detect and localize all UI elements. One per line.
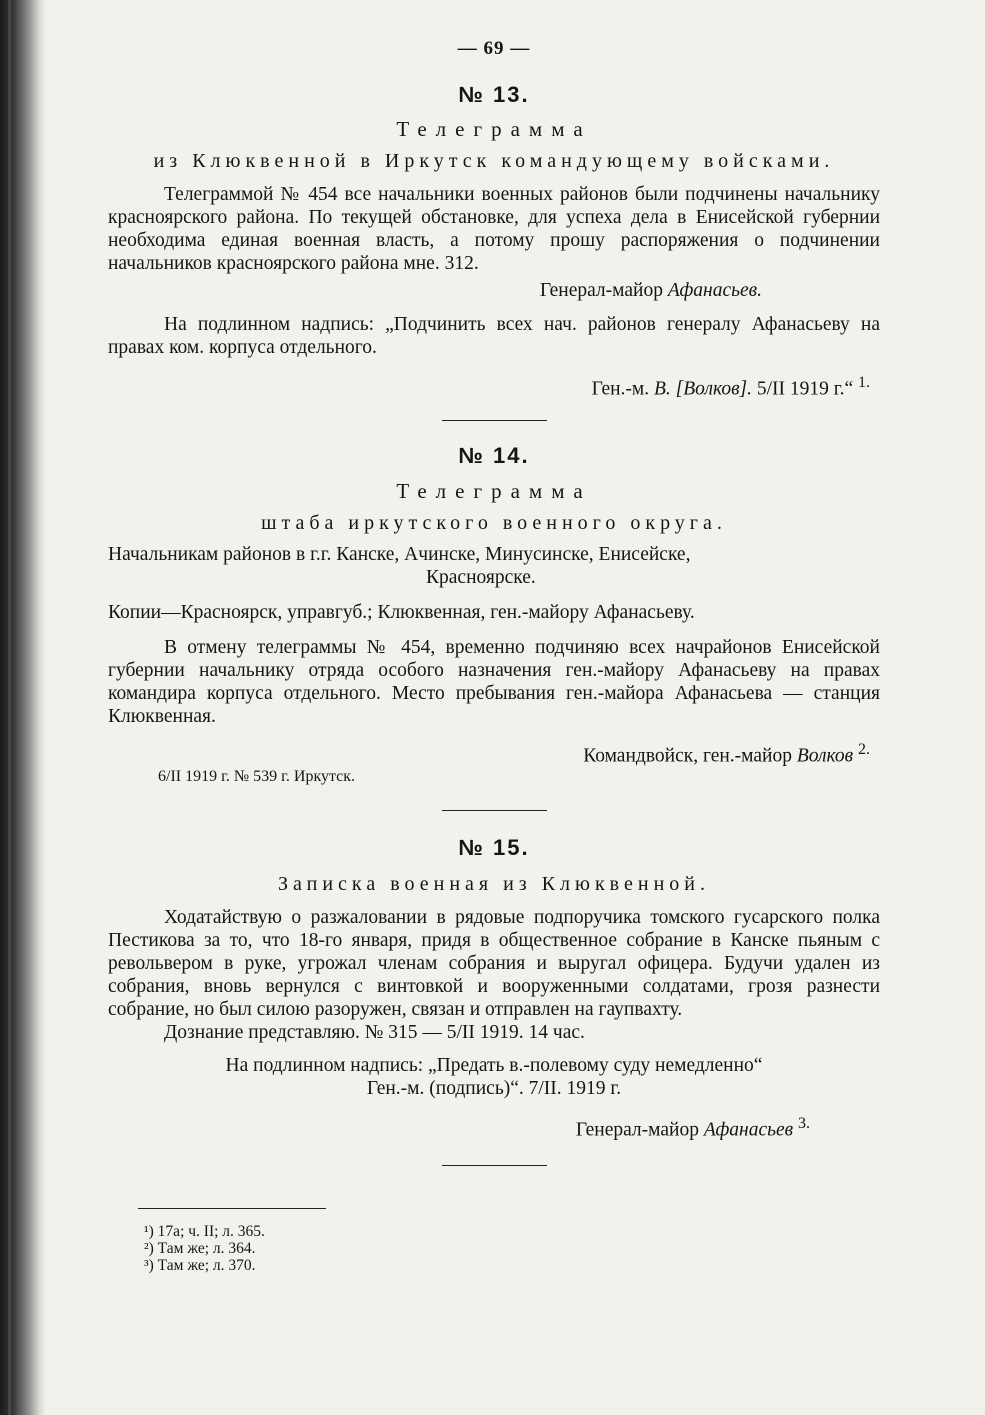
annotation-note: На подлинном надпись: „Предать в.-полевому суду немедленно“ [225, 1055, 763, 1076]
signature [108, 279, 762, 303]
document-number: № 15. [458, 835, 530, 860]
inquiry-line: Дознание представляю. № 315 — 5/II 1919. 14 час. [164, 1022, 585, 1043]
annotation-sig-name: В. [Волков]. [654, 378, 753, 400]
footnote-separator [138, 1208, 326, 1209]
signature [108, 738, 870, 769]
document-body: Телеграммой № 454 все начальники военных районов были подчинены начальнику красноярского района. По текущей обстановке, для успеха дела в Енисейской губернии необходима единая военная власть, а потому прошу распоряжения о подчинении начальников красноярского района мне. 312. [108, 184, 880, 274]
annotation-sig-date: 5/II 1919 г.“ [756, 378, 854, 400]
document-page [108, 38, 880, 1274]
dateline: 6/II 1919 г. № 539 г. Иркутск. [158, 768, 356, 785]
section-divider [442, 420, 547, 421]
document-number: № 14. [458, 442, 530, 468]
signature-title: Командвойск, ген.-майор [583, 745, 792, 766]
footnote-ref: 2. [858, 740, 870, 758]
footnote-item: ²) Там же; л. 364. [144, 1239, 256, 1257]
signature-name: Афанасьев [703, 1119, 794, 1141]
page-number: — 69 — [457, 38, 531, 59]
document-heading: Телеграмма [396, 478, 592, 503]
footnote-item: ¹) 17а; ч. II; л. 365. [144, 1222, 265, 1240]
document-heading: Записка военная из Клюквенной. [277, 873, 710, 895]
footnote-item: ³) Там же; л. 370. [144, 1256, 256, 1274]
signature-title: Генерал-майор [575, 1119, 699, 1141]
footnote-ref: 1. [858, 374, 870, 391]
copies-line: Копии—Красноярск, управгуб.; Клюквенная, ген.-майору Афанасьеву. [108, 601, 695, 623]
addressees: Начальникам районов в г.г. Канске, Ачинске, Минусинске, Енисейске, [108, 543, 691, 565]
document-number: № 13. [458, 82, 530, 107]
scan-binding-line [8, 0, 11, 1415]
addressees-continued: Красноярске. [426, 566, 536, 588]
signature [108, 1112, 810, 1143]
annotation-signature [108, 371, 870, 402]
document-subheading: из Клюквенной в Иркутск командующему войсками. [153, 150, 835, 172]
footnotes [144, 1223, 880, 1274]
document-14 [108, 443, 880, 787]
footnote-ref: 3. [798, 1115, 810, 1132]
document-subheading: штаба иркутского военного округа. [261, 511, 727, 534]
signature-title: Генерал-майор [539, 280, 663, 301]
document-heading: Телеграмма [396, 117, 592, 141]
signature-name: Афанасьев. [667, 280, 762, 301]
section-divider [442, 1165, 547, 1166]
signature-name: Волков [796, 745, 854, 766]
section-divider [442, 810, 547, 811]
annotation-sig-prefix: Ген.-м. [591, 378, 650, 400]
annotation-note: На подлинном надпись: „Подчинить всех нач. районов генералу Афанасьеву на правах ком. корпуса отдельного. [108, 314, 880, 358]
scan-binding-shadow [0, 0, 46, 1415]
annotation-note-line2: Ген.-м. (подпись)“. 7/II. 1919 г. [366, 1078, 622, 1099]
document-body: В отмену телеграммы № 454, временно подчиняю всех начрайонов Енисейской губернии начальнику отряда особого назначения ген.-майору Афанасьеву на правах командира корпуса отдельного. Место пребывания ген.-майора Афанасьева — станция Клюквенная. [108, 636, 880, 727]
document-15 [108, 835, 880, 1143]
document-13 [108, 82, 880, 402]
document-body: Ходатайствую о разжаловании в рядовые подпоручика томского гусарского полка Пестикова за то, что 18-го января, придя в общественное собрание в Канске пьяным с револьвером в руке, угрожал членам собрания и выругал офицера. Будучи удален из собрания, вновь вернулся с винтовкой и вооруженными солдатами, грозя разнести собрание, но был силою разоружен, связан и отправлен на гаупвахту. [108, 907, 880, 1020]
